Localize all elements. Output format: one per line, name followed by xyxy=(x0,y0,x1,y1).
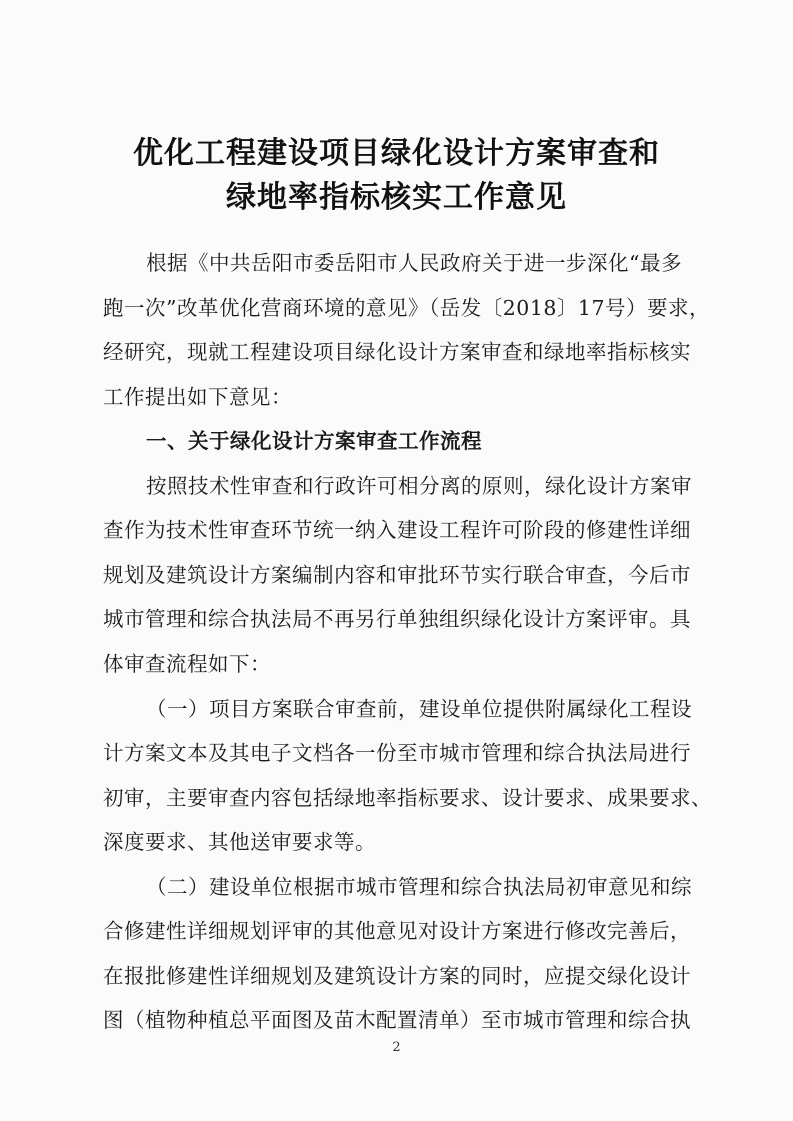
paragraph-line: 经研究，现就工程建设项目绿化设计方案审查和绿地率指标核实 xyxy=(103,340,691,364)
paragraph-line: 跑一次”改革优化营商环境的意见》（岳发〔2018〕17号）要求， xyxy=(103,296,710,320)
paragraph-line: 城市管理和综合执法局不再另行单独组织绿化设计方案评审。具 xyxy=(103,607,691,631)
paragraph-line: 按照技术性审查和行政许可相分离的原则，绿化设计方案审 xyxy=(146,474,692,498)
paragraph-line: 规划及建筑设计方案编制内容和审批环节实行联合审查，今后市 xyxy=(103,563,691,587)
document-title-line-1: 优化工程建设项目绿化设计方案审查和 xyxy=(133,136,660,171)
paragraph-line: 在报批修建性详细规划及建筑设计方案的同时，应提交绿化设计 xyxy=(103,964,691,988)
section-heading: 一、关于绿化设计方案审查工作流程 xyxy=(146,429,482,453)
paragraph-line: （一）项目方案联合审查前，建设单位提供附属绿化工程设 xyxy=(146,697,692,721)
paragraph-line: 初审，主要审查内容包括绿地率指标要求、设计要求、成果要求、 xyxy=(103,786,712,810)
paragraph-line: 计方案文本及其电子文档各一份至市城市管理和综合执法局进行 xyxy=(103,741,691,765)
paragraph-line: 合修建性详细规划评审的其他意见对设计方案进行修改完善后， xyxy=(103,919,691,943)
paragraph-line: 体审查流程如下： xyxy=(103,652,271,676)
paragraph-line: 深度要求、其他送审要求等。 xyxy=(103,830,376,854)
paragraph-line: （二）建设单位根据市城市管理和综合执法局初审意见和综 xyxy=(146,875,692,899)
paragraph-line: 图（植物种植总平面图及苗木配置清单）至市城市管理和综合执 xyxy=(103,1008,691,1032)
paragraph-line: 根据《中共岳阳市委岳阳市人民政府关于进一步深化“最多 xyxy=(146,251,682,275)
document-title-line-2: 绿地率指标核实工作意见 xyxy=(226,180,567,215)
paragraph-line: 工作提出如下意见： xyxy=(103,385,292,409)
page-number: 2 xyxy=(392,1040,401,1055)
paragraph-line: 查作为技术性审查环节统一纳入建设工程许可阶段的修建性详细 xyxy=(103,518,691,542)
